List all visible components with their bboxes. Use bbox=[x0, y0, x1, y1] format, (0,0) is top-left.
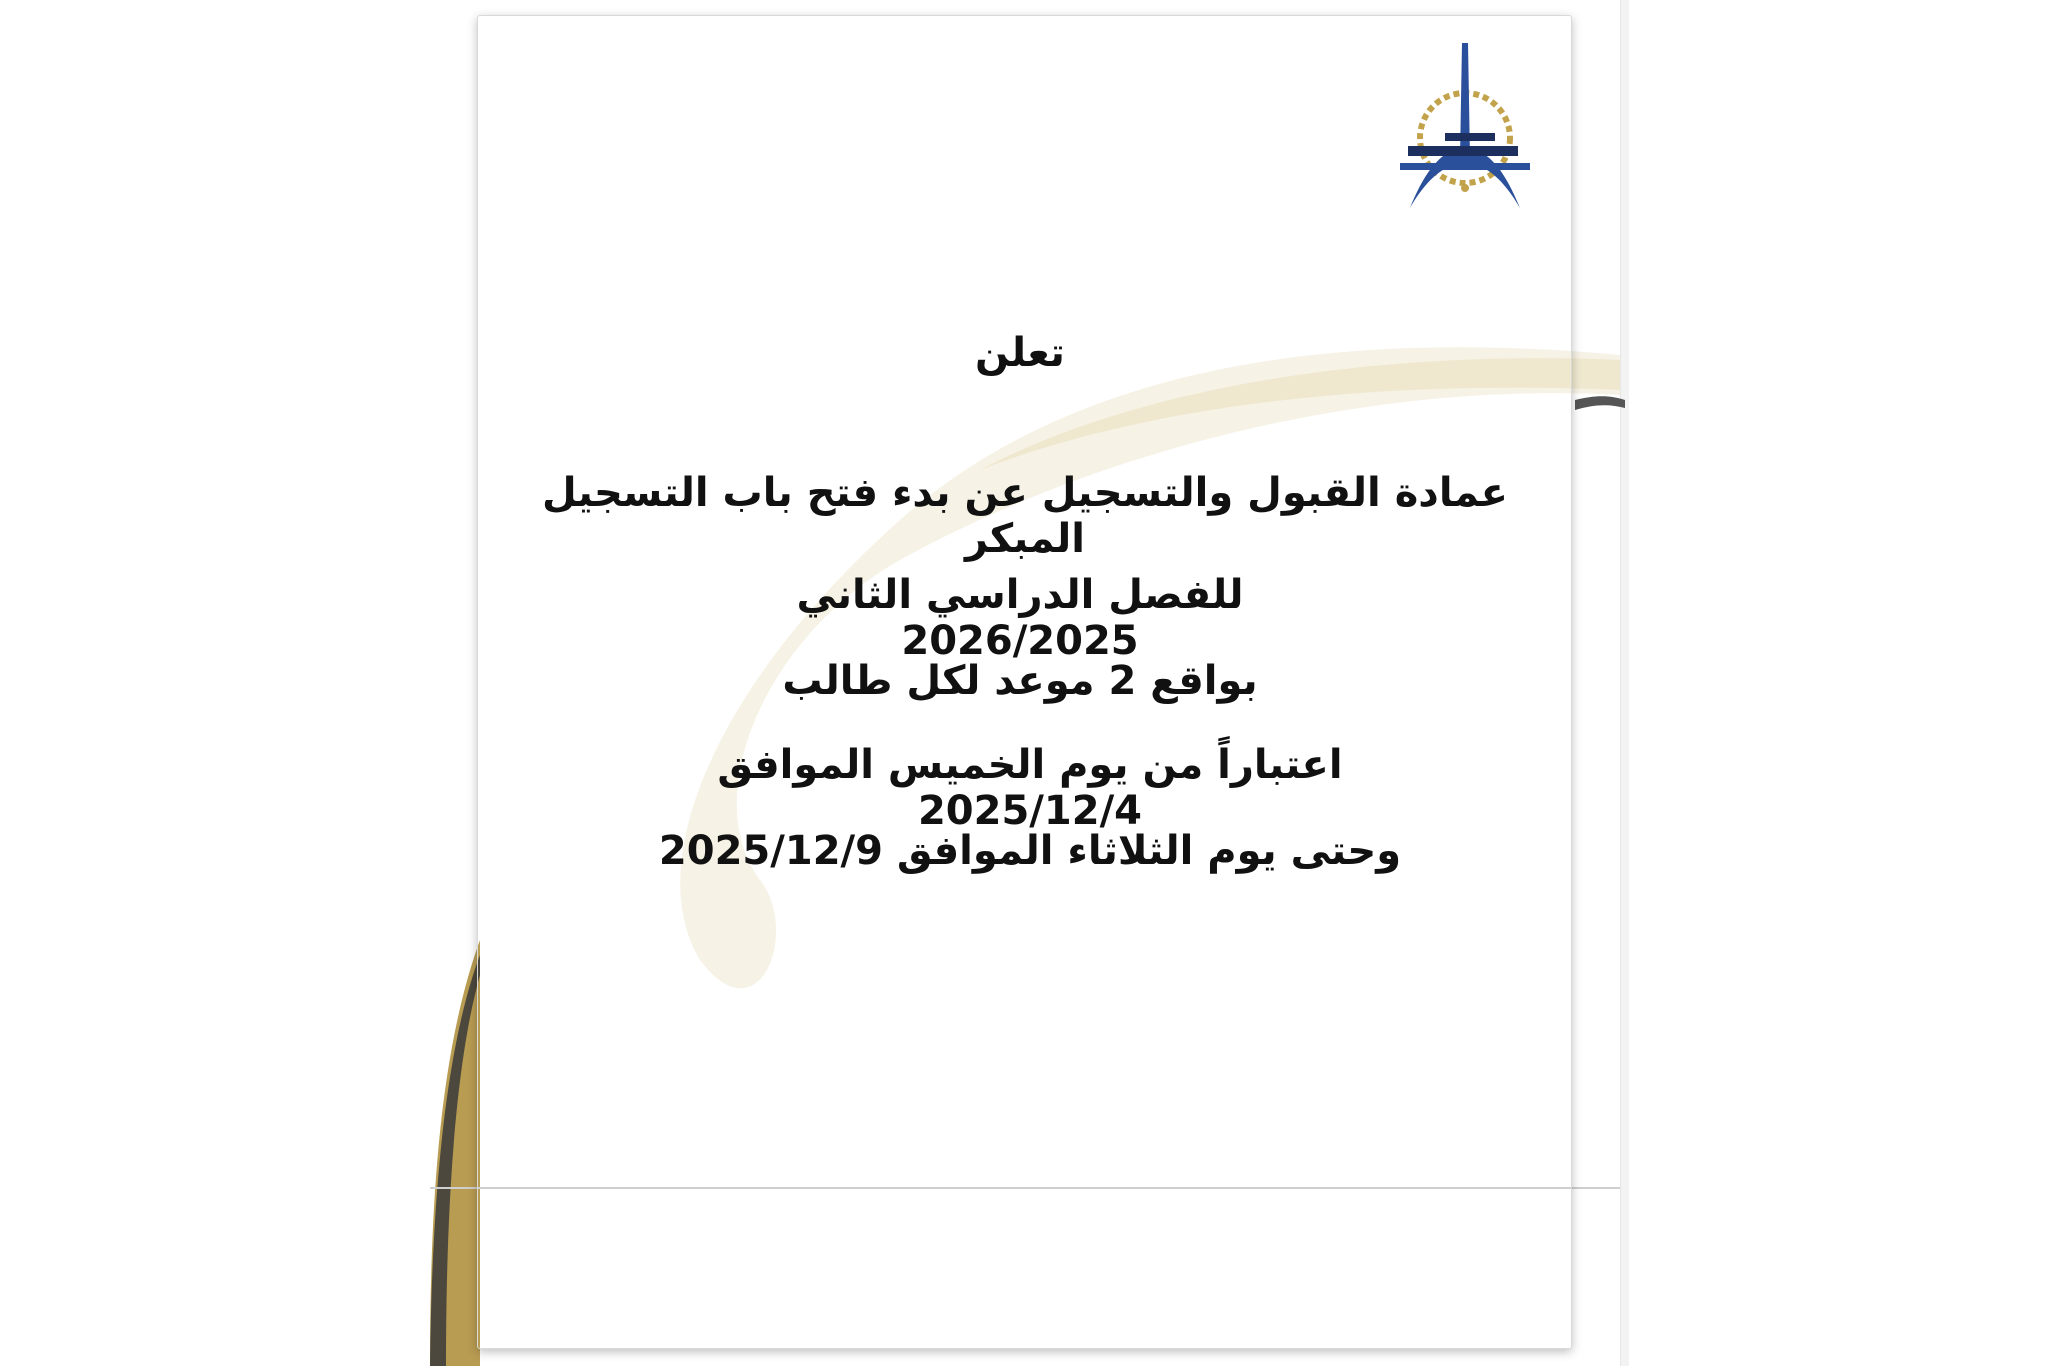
announcement-line-4: اعتباراً من يوم الخميس الموافق 2025/12/4 bbox=[717, 742, 1343, 834]
announcement-line-5: وحتى يوم الثلاثاء الموافق 2025/12/9 bbox=[658, 828, 1402, 874]
announcement-line-2: للفصل الدراسي الثاني 2026/2025 bbox=[796, 572, 1244, 664]
announcement-line-1: عمادة القبول والتسجيل عن بدء فتح باب التسجيل المبكر bbox=[542, 470, 1508, 562]
institution-emblem-icon bbox=[1390, 38, 1540, 218]
announcement-line-3: بواقع 2 موعد لكل طالب bbox=[782, 658, 1258, 704]
announcement-heading: تعلن bbox=[975, 330, 1065, 376]
